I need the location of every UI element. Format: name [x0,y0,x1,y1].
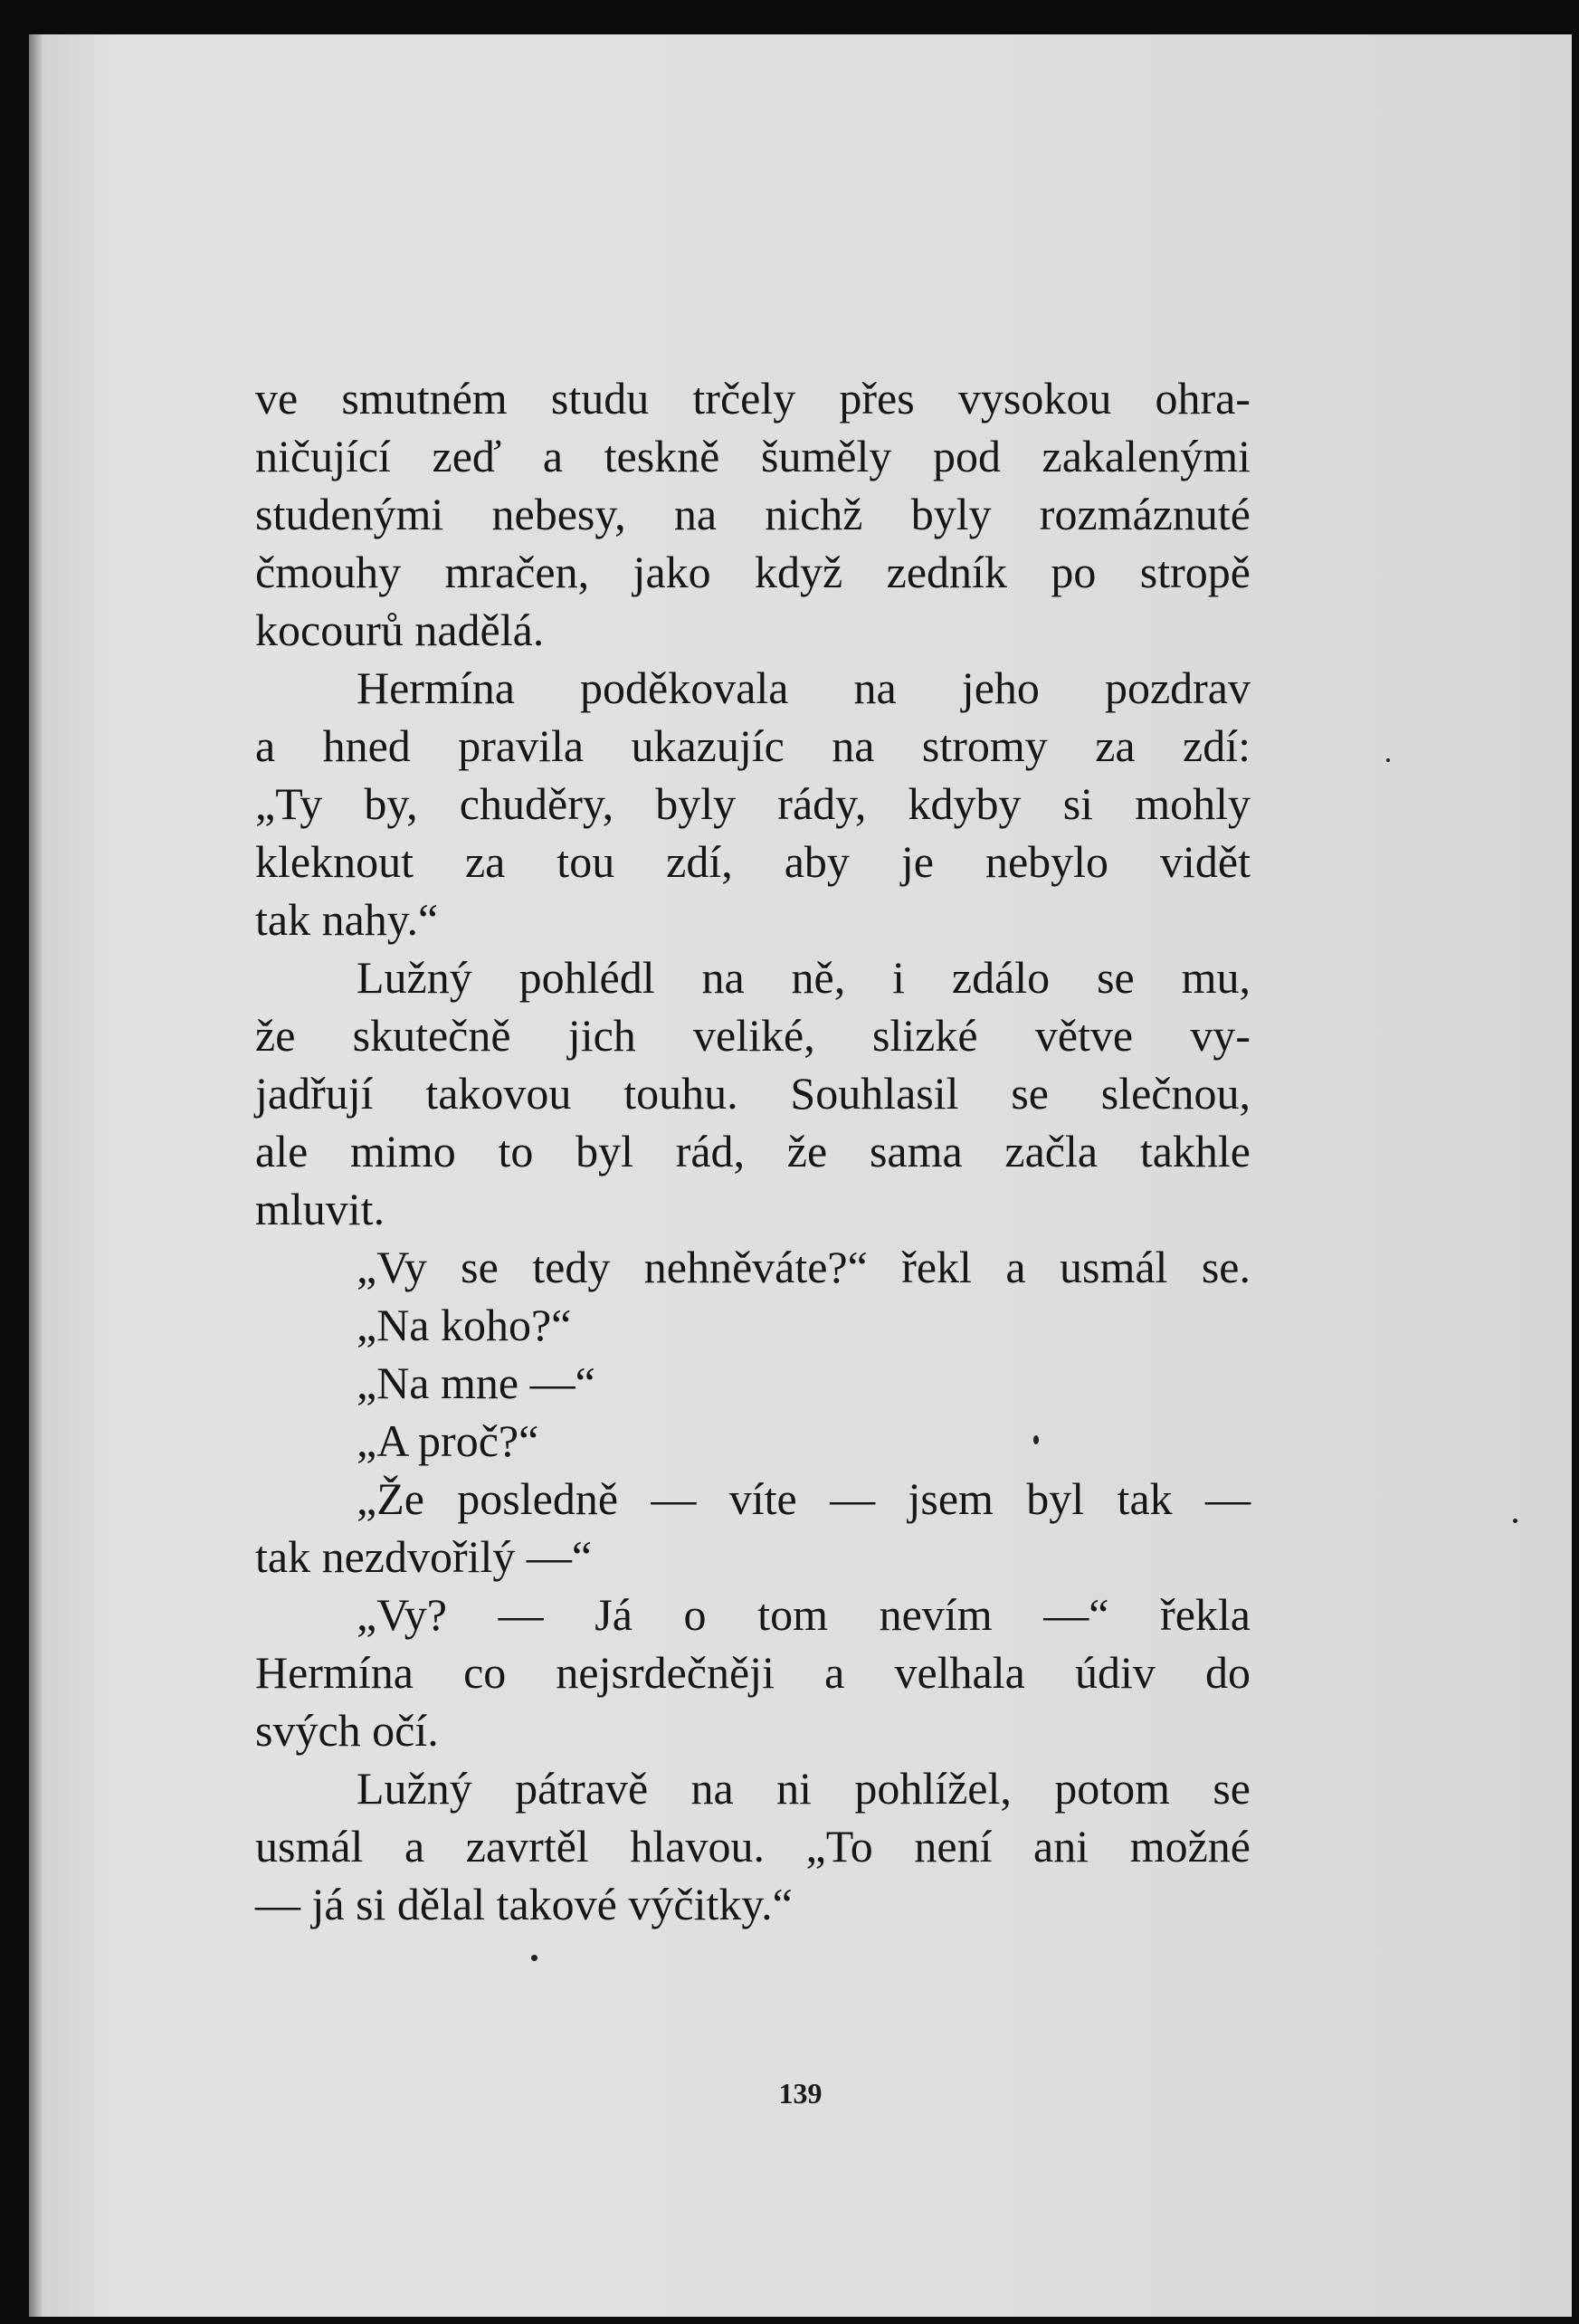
page-number: 139 [778,2077,823,2110]
text-line: „A proč?“ [357,1415,539,1466]
text-line: že skutečně jich veliké, slizké větve vy- [255,1010,1251,1061]
text-line: „Na mne —“ [357,1357,595,1408]
text-line: „Vy? — Já o tom nevím —“ řekla [357,1589,1251,1640]
text-line: — já si dělal takové výčitky.“ [255,1879,793,1929]
text-line: a hned pravila ukazujíc na stromy za zdí: [255,720,1251,771]
text-line: „Ty by, chuděry, byly rády, kdyby si mohly [255,778,1251,829]
scan-speck [1386,758,1390,762]
text-line: Lužný pohlédl na ně, i zdálo se mu, [357,952,1251,1003]
text-line: svých očí. [255,1705,439,1756]
text-line: ničující zeď a teskně šuměly pod zakalenými [255,431,1251,481]
book-page [29,34,1572,2317]
text-line: Hermína co nejsrdečněji a velhala údiv do [255,1647,1251,1698]
text-line: studenými nebesy, na nichž byly rozmáznuté [255,489,1251,539]
text-line: „Na koho?“ [357,1300,572,1350]
text-line: „Že posledně — víte — jsem byl tak — [357,1473,1251,1524]
text-line: mluvit. [255,1184,385,1234]
scan-speck [1513,1519,1517,1523]
scan-speck [531,1955,537,1961]
text-line: „Vy se tedy nehněváte?“ řekl a usmál se. [357,1242,1251,1292]
text-line: tak nahy.“ [255,894,439,945]
text-line: Hermína poděkovala na jeho pozdrav [357,662,1251,713]
text-line: usmál a zavrtěl hlavou. „To není ani možné [255,1821,1251,1872]
text-line: kocourů nadělá. [255,605,545,655]
text-line: ale mimo to byl rád, že sama začla takhle [255,1126,1251,1176]
text-line: čmouhy mračen, jako když zedník po stropě [255,547,1251,597]
text-line: ve smutném studu trčely přes vysokou ohra- [255,373,1251,424]
text-line: jadřují takovou touhu. Souhlasil se slečnou, [255,1068,1251,1119]
text-line: Lužný pátravě na ni pohlížel, potom se [357,1763,1251,1814]
scan-speck [1033,1435,1039,1444]
text-line: kleknout za tou zdí, aby je nebylo vidět [255,836,1251,887]
body-text [255,369,1251,1933]
page-edge-shadow [29,34,42,2317]
text-line: tak nezdvořilý —“ [255,1531,593,1582]
